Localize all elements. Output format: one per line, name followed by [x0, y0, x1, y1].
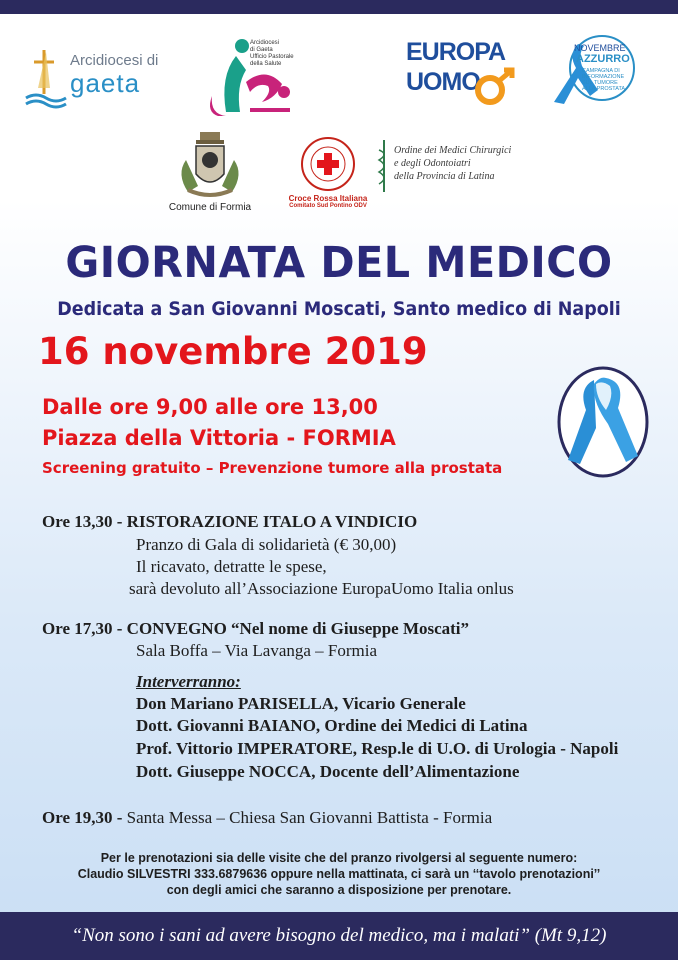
event2-title: CONVEGNO “Nel nome di Giuseppe Moscati”: [126, 619, 470, 638]
red-cross-icon: [300, 136, 356, 192]
event-date: 16 novembre 2019: [38, 330, 428, 373]
europa-line1: EUROPA: [406, 38, 506, 66]
contact-line2: Claudio SILVESTRI 333.6879636 oppure nella mattinata, ci sarà un ‘‘tavolo prenotazioni’’: [77, 867, 601, 881]
formia-label: Comune di Formia: [168, 202, 252, 213]
event1-time: Ore 13,30 -: [42, 512, 123, 531]
azzurro-line2: AZZURRO: [576, 53, 630, 65]
croce-line2: Comitato Sud Pontino ODV: [289, 203, 367, 209]
event3-title: Santa Messa – Chiesa San Giovanni Battista - Formia: [126, 808, 493, 827]
event-screening: Screening gratuito – Prevenzione tumore alla prostata: [42, 459, 503, 477]
logo-novembre-azzurro: [548, 34, 638, 108]
contact-line1: Per le prenotazioni sia delle visite che del pranzo rivolgersi al seguente numero:: [100, 851, 578, 865]
caduceus-icon: [376, 138, 392, 194]
contact-info: [0, 850, 678, 898]
event1-line3: sarà devoluto all’Associazione EuropaUomo Italia onlus: [129, 579, 514, 598]
event1-header: [42, 512, 417, 532]
event1-line1: Pranzo di Gala di solidarietà (€ 30,00): [136, 535, 397, 554]
logo-comune-formia: [160, 130, 260, 218]
top-bar: [0, 0, 678, 14]
pastorale-line2: di Gaeta: [250, 47, 273, 53]
event-hours: Dalle ore 9,00 alle ore 13,00: [42, 395, 378, 419]
azzurro-line1: NOVEMBRE: [574, 43, 626, 53]
logo-europa-uomo: [404, 38, 524, 108]
contact-line3: con degli amici che saranno a disposizione per prenotare.: [166, 883, 512, 897]
ordine-line1: Ordine dei Medici Chirurgici: [394, 145, 512, 156]
event3-time: Ore 19,30 -: [42, 808, 123, 827]
gaeta-line1: Arcidiocesi di: [70, 52, 159, 69]
speaker-3: Prof. Vittorio IMPERATORE, Resp.le di U.O. di Urologia - Napoli: [136, 739, 619, 758]
page-subtitle: Dedicata a San Giovanni Moscati, Santo medico di Napoli: [57, 298, 621, 320]
logo-pastorale-salute: [206, 36, 296, 120]
pastorale-line4: della Salute: [250, 61, 282, 67]
event3-header: [42, 808, 492, 828]
pastorale-line1: Arcidiocesi: [250, 40, 280, 46]
logo-arcidiocesi-gaeta: [24, 44, 174, 114]
blue-ribbon-icon: [556, 366, 650, 478]
page-title: GIORNATA DEL MEDICO: [65, 238, 613, 288]
croce-line1: Croce Rossa Italiana: [288, 194, 368, 203]
event2-time: Ore 17,30 -: [42, 619, 123, 638]
coat-of-arms-icon: [174, 130, 246, 200]
event2-header: [42, 619, 469, 639]
event1-title: RISTORAZIONE ITALO A VINDICIO: [126, 512, 418, 531]
europa-line2: UOMO: [406, 68, 480, 96]
event-place: Piazza della Vittoria - FORMIA: [42, 426, 396, 450]
cross-icon: [24, 44, 68, 114]
speaker-1: Don Mariano PARISELLA, Vicario Generale: [136, 694, 466, 713]
speaker-4: Dott. Giuseppe NOCCA, Docente dell’Alimentazione: [136, 762, 520, 781]
speakers-label: Interverranno:: [136, 672, 241, 691]
logo-croce-rossa: [288, 136, 368, 210]
footer-bar: [0, 912, 678, 960]
male-symbol-icon: [474, 66, 520, 106]
speaker-2: Dott. Giovanni BAIANO, Ordine dei Medici di Latina: [136, 716, 528, 735]
event1-line2: Il ricavato, detratte le spese,: [136, 557, 327, 576]
footer-quote: “Non sono i sani ad avere bisogno del medico, ma i malati” (Mt 9,12): [71, 925, 607, 946]
pastorale-line3: Ufficio Pastorale: [250, 54, 294, 60]
azzurro-line3: CAMPAGNA DI INFORMAZIONE SUL TUMORE ALLA PROSTATA: [582, 68, 626, 92]
ordine-line3: della Provincia di Latina: [394, 171, 495, 182]
event2-venue: Sala Boffa – Via Lavanga – Formia: [136, 641, 378, 660]
logo-ordine-medici: [376, 138, 536, 194]
ordine-line2: e degli Odontoiatri: [394, 158, 471, 169]
gaeta-line2: gaeta: [70, 68, 141, 98]
